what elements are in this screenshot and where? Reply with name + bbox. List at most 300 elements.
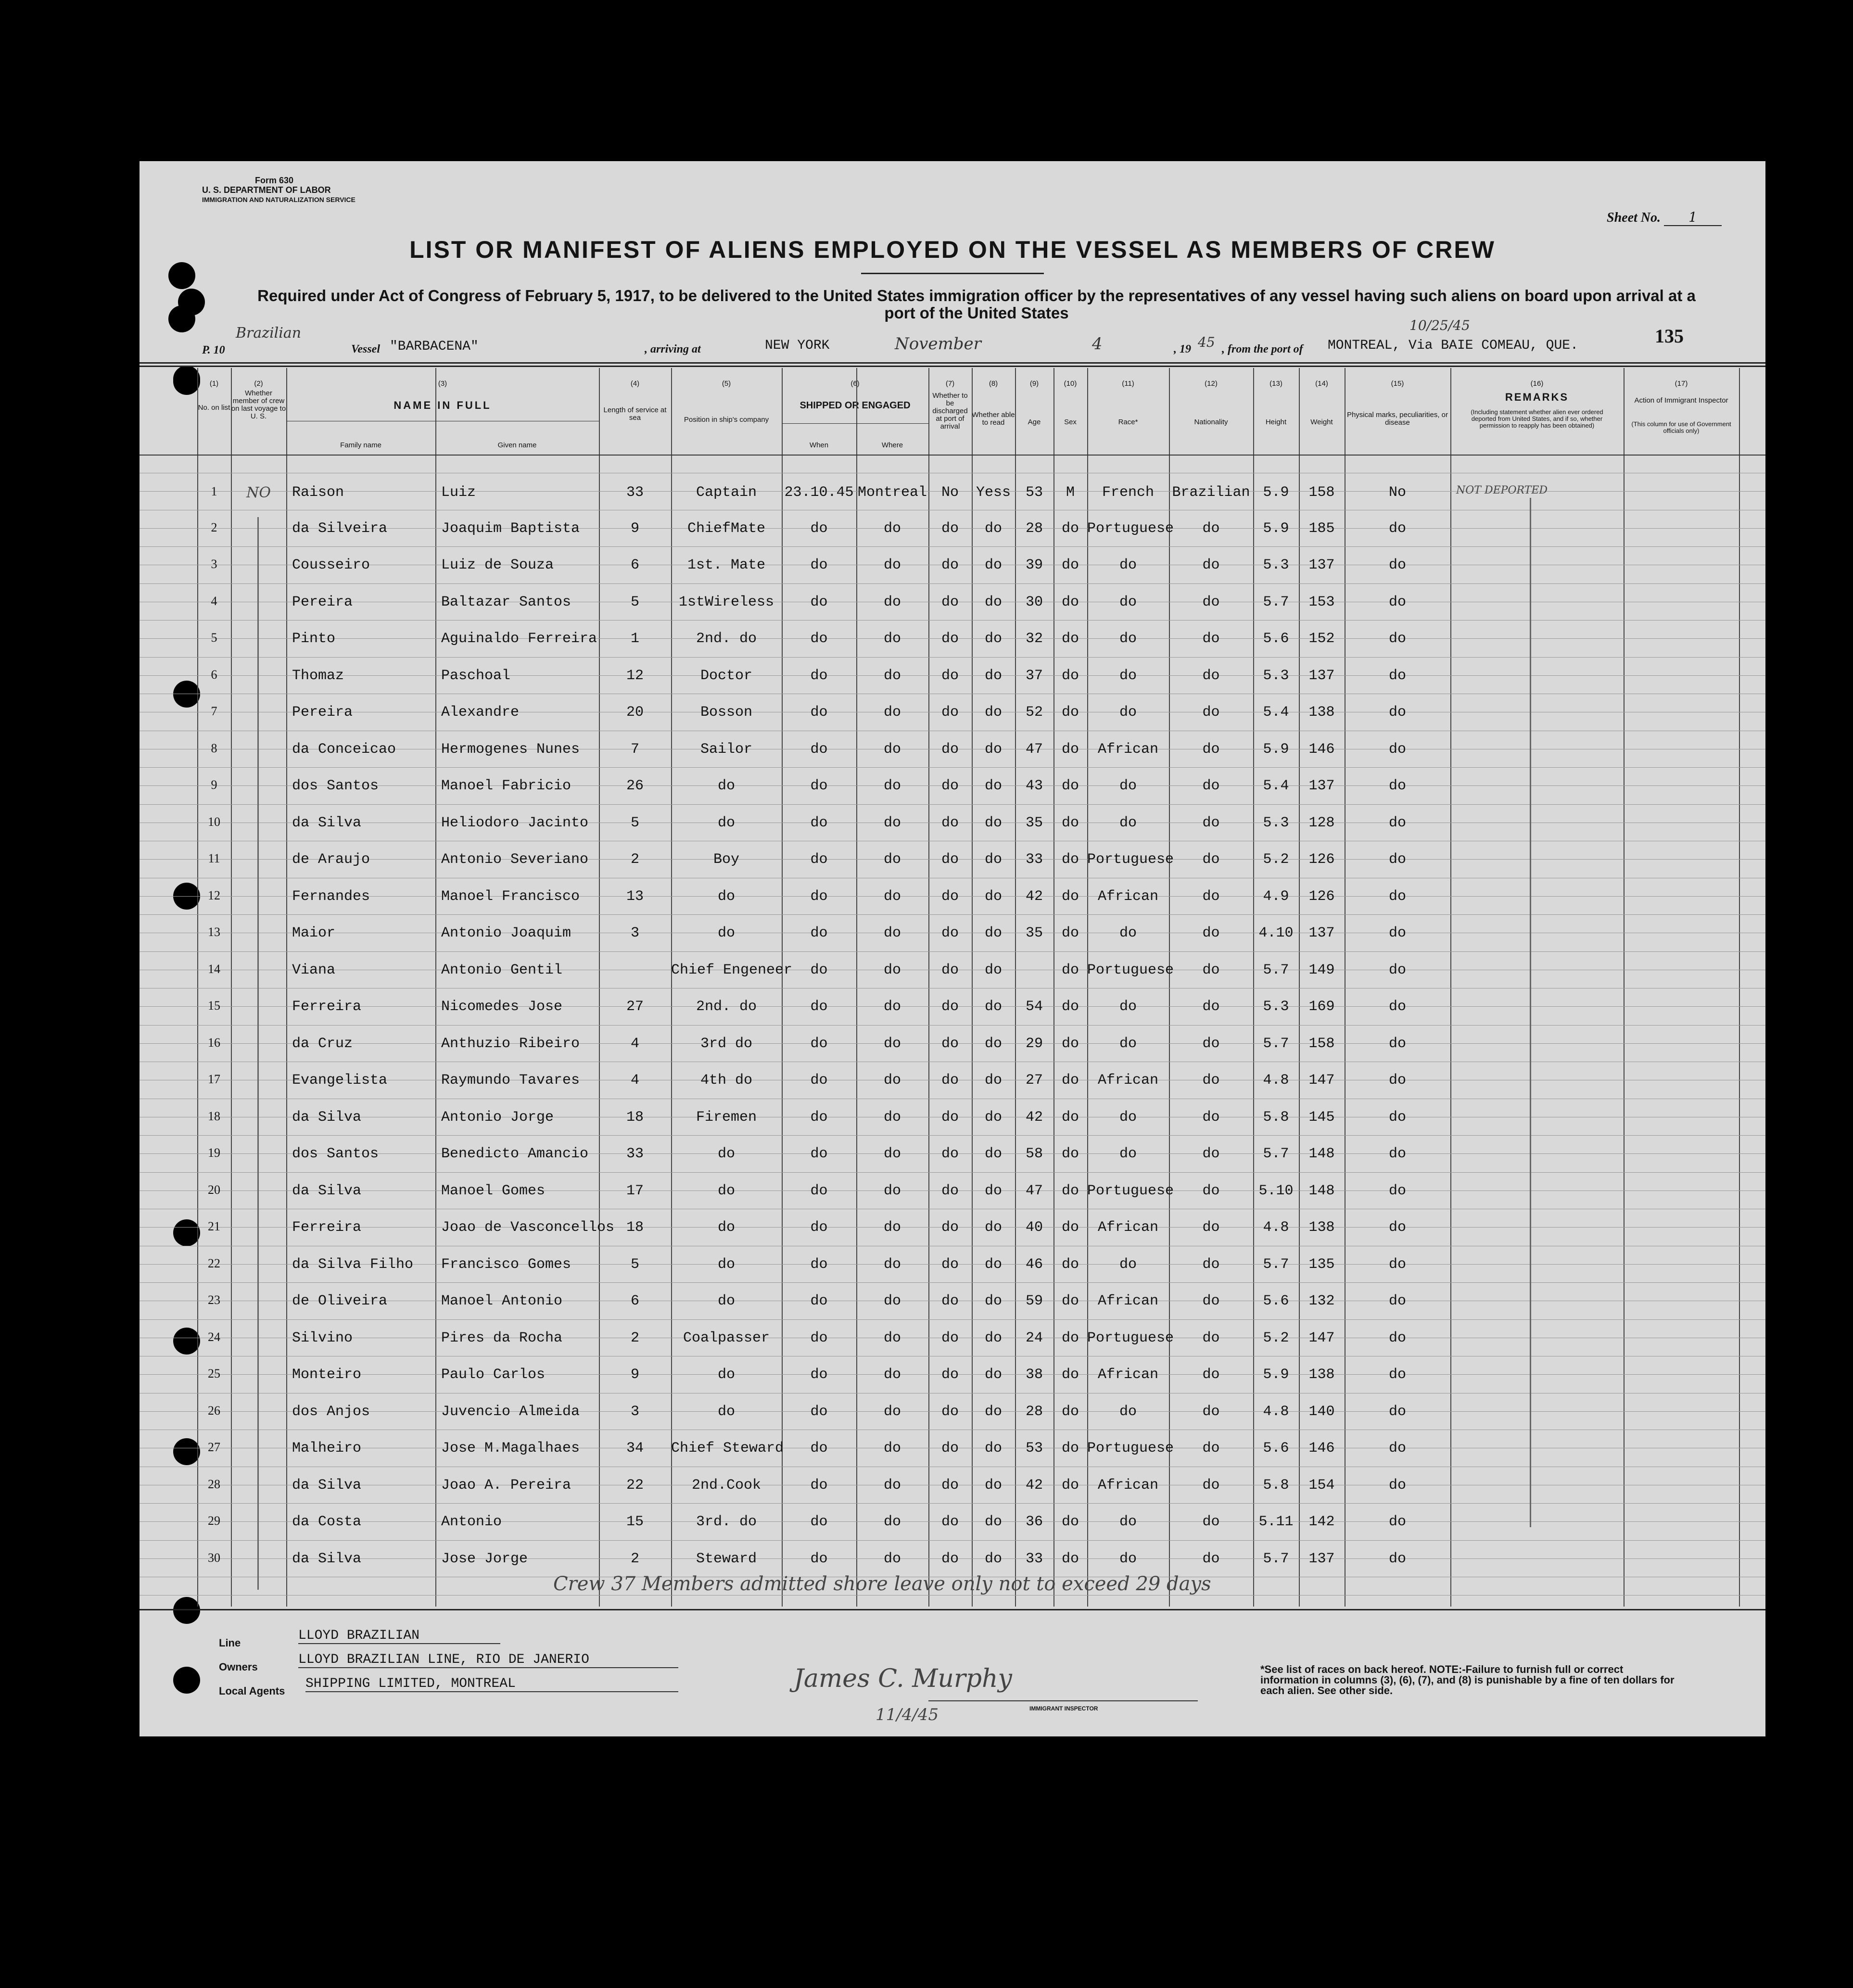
cell-read: do [984,888,1002,905]
cell-position: do [717,1219,735,1236]
cell-when: do [810,1403,828,1420]
cell-given: Manoel Francisco [441,888,580,905]
cell-when: do [810,594,828,610]
cell-where: do [883,704,901,721]
cell-weight: 132 [1308,1293,1335,1309]
cell-dis: do [941,667,959,684]
cell-race: African [1097,1367,1159,1383]
cell-weight: 148 [1308,1146,1335,1162]
cell-position: Chief Steward [671,1440,784,1456]
cell-sex: do [1061,741,1079,758]
cell-given: Luiz [441,484,476,501]
cell-race: African [1097,741,1159,758]
cell-read: do [984,1072,1002,1089]
header-when: When [809,441,829,449]
table-row [140,1036,1765,1073]
cell-family: Pereira [292,704,353,721]
cell-sex: do [1061,1367,1079,1383]
cell-height: 5.9 [1263,484,1289,501]
cell-race: Portuguese [1087,962,1174,978]
cell-weight: 158 [1308,484,1335,501]
table-row [140,668,1765,705]
cell-where: do [883,814,901,831]
cell-n: 11 [208,851,220,865]
table-row [140,815,1765,852]
cell-sex: do [1061,778,1079,794]
cell-service: 4 [630,1072,639,1089]
cell-race: do [1119,704,1137,721]
col-num-8: (8) [989,380,998,388]
agents-label: Local Agents [219,1685,285,1697]
cell-read: do [984,631,1002,647]
cell-n: 5 [211,631,217,645]
col-num-17: (17) [1675,380,1688,388]
arrival-month: November [895,334,981,354]
cell-service: 2 [630,851,639,868]
cell-phys: do [1388,1514,1406,1530]
cell-height: 4.8 [1263,1219,1289,1236]
cell-weight: 128 [1308,814,1335,831]
arrival-day: 4 [1092,334,1103,354]
cell-age: 40 [1025,1219,1043,1236]
cell-read: do [984,778,1002,794]
cell-dis: do [941,741,959,758]
cell-read: do [984,999,1002,1015]
cell-when: do [810,1330,828,1346]
cell-phys: do [1388,1293,1406,1309]
cell-where: do [883,557,901,573]
cell-position: 3rd do [700,1035,753,1052]
cell-n: 20 [208,1182,220,1197]
cell-family: da Silveira [292,520,388,537]
cell-where: do [883,1072,901,1089]
cell-height: 5.2 [1263,1330,1289,1346]
cell-when: do [810,1072,828,1089]
cell-family: de Oliveira [292,1293,388,1309]
year-prefix: , 19 [1174,343,1191,355]
cell-height: 5.4 [1263,704,1289,721]
cell-race: do [1119,557,1137,573]
cell-race: do [1119,594,1137,610]
cell-position: 4th do [700,1072,753,1089]
cell-service: 34 [626,1440,644,1456]
cell-nat: do [1202,778,1220,794]
cell-phys: do [1388,704,1406,721]
cell-where: do [883,1256,901,1273]
table-row [140,1256,1765,1293]
cell-height: 5.7 [1263,1035,1289,1052]
col-num-9: (9) [1029,380,1039,388]
cell-read: do [984,925,1002,941]
cell-when: do [810,1219,828,1236]
cell-given: Heliodoro Jacinto [441,814,589,831]
cell-family: de Araujo [292,851,370,868]
cell-position: do [717,888,735,905]
cell-nat: do [1202,557,1220,573]
cell-height: 5.11 [1258,1514,1294,1530]
col-num-10: (10) [1064,380,1077,388]
cell-family: Fernandes [292,888,370,905]
cell-position: Doctor [700,667,753,684]
cell-sex: do [1061,1440,1079,1456]
cell-height: 5.7 [1263,1256,1289,1273]
cell-given: Antonio Severiano [441,851,589,868]
cell-dis: do [941,851,959,868]
cell-phys: do [1388,999,1406,1015]
cell-where: do [883,1293,901,1309]
cell-read: do [984,851,1002,868]
cell-age: 53 [1025,1440,1043,1456]
cell-position: 1st. Mate [687,557,766,573]
col-num-2: (2) [254,380,263,388]
cell-sex: do [1061,1109,1079,1126]
cell-dis: do [941,1330,959,1346]
cell-where: do [883,1440,901,1456]
header-whether-member: Whether member of crew on last voyage to U. S. [231,389,286,420]
cell-dis: do [941,631,959,647]
cell-given: Manoel Fabricio [441,778,571,794]
cell-height: 5.4 [1263,778,1289,794]
cell-n: 2 [211,520,217,534]
cell-nat: do [1202,704,1220,721]
cell-weight: 138 [1308,1367,1335,1383]
cell-family: da Silva [292,1477,362,1494]
cell-weight: 153 [1308,594,1335,610]
cell-sex: do [1061,1035,1079,1052]
cell-read: do [984,1477,1002,1494]
department-header [202,176,355,204]
header-sex: Sex [1064,418,1077,426]
cell-given: Joao A. Pereira [441,1477,571,1494]
cell-last: NO [246,484,271,501]
cell-weight: 142 [1308,1514,1335,1530]
cell-height: 4.8 [1263,1403,1289,1420]
cell-sex: do [1061,1550,1079,1567]
cell-given: Aguinaldo Ferreira [441,631,597,647]
cell-given: Anthuzio Ribeiro [441,1035,580,1052]
cell-dis: No [941,484,959,501]
cell-read: do [984,741,1002,758]
cell-where: do [883,1219,901,1236]
table-row [140,851,1765,888]
cell-age: 28 [1025,1403,1043,1420]
cell-given: Antonio Jorge [441,1109,554,1126]
cell-when: do [810,999,828,1015]
cell-when: do [810,1367,828,1383]
punch-hole-icon [173,368,200,395]
cell-position: do [717,1293,735,1309]
cell-age: 35 [1025,925,1043,941]
table-row [140,483,1765,520]
cell-service: 5 [630,814,639,831]
cell-height: 5.6 [1263,631,1289,647]
cell-given: Paschoal [441,667,511,684]
cell-given: Nicomedes Jose [441,999,563,1015]
cell-height: 5.7 [1263,962,1289,978]
cell-phys: do [1388,851,1406,868]
cell-nat: do [1202,1440,1220,1456]
cell-phys: do [1388,557,1406,573]
shipped-subrule [782,423,928,424]
cell-position: do [717,1256,735,1273]
footer-note: *See list of races on back hereof. NOTE:-Failure to furnish full or correct information in columns (3), (6), (7), and (8) is punishable by a fine of ten dollars for each alien. See other side. [1260,1663,1675,1697]
last-voyage-ditto-line [257,517,259,1590]
cell-family: Ferreira [292,1219,362,1236]
agents-value: SHIPPING LIMITED, MONTREAL [305,1676,678,1692]
cell-read: do [984,1550,1002,1567]
inspector-label: IMMIGRANT INSPECTOR [1029,1705,1098,1712]
cell-read: do [984,520,1002,537]
cell-height: 5.10 [1258,1182,1294,1199]
cell-dis: do [941,1109,959,1126]
cell-phys: No [1388,484,1406,501]
cell-age: 39 [1025,557,1043,573]
cell-given: Jose M.Magalhaes [441,1440,580,1456]
cell-n: 30 [208,1550,220,1565]
cell-family: Maior [292,925,336,941]
cell-position: Sailor [700,741,753,758]
table-row [140,741,1765,778]
cell-sex: do [1061,1256,1079,1273]
cell-sex: do [1061,1146,1079,1162]
cell-n: 29 [208,1514,220,1528]
cell-phys: do [1388,1219,1406,1236]
cell-nat: do [1202,741,1220,758]
cell-given: Antonio Gentil [441,962,563,978]
col-num-15: (15) [1391,380,1404,388]
signature-line [928,1700,1198,1701]
cell-nat: do [1202,1072,1220,1089]
cell-where: do [883,999,901,1015]
cell-race: do [1119,925,1137,941]
cell-family: Viana [292,962,336,978]
cell-nat: do [1202,1403,1220,1420]
departure-port: MONTREAL, Via BAIE COMEAU, QUE. [1328,338,1578,353]
cell-family: da Silva Filho [292,1256,414,1273]
table-row [140,594,1765,631]
line-value: LLOYD BRAZILIAN [298,1628,500,1644]
cell-weight: 138 [1308,704,1335,721]
cell-read: do [984,1293,1002,1309]
col-num-12: (12) [1205,380,1218,388]
cell-position: 2nd.Cook [691,1477,762,1494]
cell-race: do [1119,1514,1137,1530]
cell-nat: do [1202,520,1220,537]
cell-age: 42 [1025,1109,1043,1126]
cell-race: do [1119,814,1137,831]
cell-given: Jose Jorge [441,1550,528,1567]
cell-race: do [1119,1256,1137,1273]
cell-dis: do [941,1072,959,1089]
cell-dis: do [941,1146,959,1162]
cell-sex: do [1061,557,1079,573]
cell-family: Malheiro [292,1440,362,1456]
header-given-name: Given name [497,441,537,449]
cell-when: do [810,814,828,831]
cell-where: do [883,1146,901,1162]
cell-weight: 169 [1308,999,1335,1015]
page-subtitle: Required under Act of Congress of February 5, 1917, to be delivered to the United States immigration officer by the representatives of any vessel having such aliens on board upon arrival at a port of the United States [257,287,1696,322]
cell-where: do [883,888,901,905]
col-num-11: (11) [1122,380,1134,388]
cell-weight: 152 [1308,631,1335,647]
cell-race: do [1119,1550,1137,1567]
cell-n: 13 [208,925,220,939]
cell-n: 22 [208,1256,220,1270]
cell-nat: do [1202,667,1220,684]
cell-dis: do [941,1550,959,1567]
cell-family: dos Anjos [292,1403,370,1420]
cell-age: 36 [1025,1514,1043,1530]
cell-phys: do [1388,1256,1406,1273]
cell-service: 22 [626,1477,644,1494]
cell-given: Joao de Vasconcellos [441,1219,615,1236]
cell-read: do [984,1367,1002,1383]
cell-sex: do [1061,704,1079,721]
cell-read: do [984,1330,1002,1346]
department-name: U. S. DEPARTMENT OF LABOR [202,185,331,195]
cell-dis: do [941,1182,959,1199]
col-num-1: (1) [209,380,219,388]
cell-given: Luiz de Souza [441,557,554,573]
cell-phys: do [1388,814,1406,831]
cell-family: dos Santos [292,778,379,794]
cell-nat: do [1202,1035,1220,1052]
cell-read: do [984,962,1002,978]
cell-weight: 137 [1308,1550,1335,1567]
cell-race: African [1097,1477,1159,1494]
cell-race: do [1119,1146,1137,1162]
cell-position: 2nd. do [696,999,757,1015]
signature-date: 11/4/45 [876,1705,939,1724]
manifest-sheet [140,161,1765,1736]
table-row [140,999,1765,1036]
cell-where: do [883,1330,901,1346]
cell-service: 12 [626,667,644,684]
table-row [140,1330,1765,1367]
cell-height: 4.10 [1258,925,1294,941]
cell-phys: do [1388,520,1406,537]
header-rule [140,362,1765,364]
cell-weight: 158 [1308,1035,1335,1052]
cell-where: do [883,1403,901,1420]
col-num-13: (13) [1269,380,1282,388]
cell-when: do [810,778,828,794]
cell-nat: do [1202,594,1220,610]
cell-sex: do [1061,1219,1079,1236]
handwritten-crew-note: Crew 37 Members admitted shore leave only not to exceed 29 days [553,1573,1211,1595]
cell-read: do [984,1403,1002,1420]
cell-age: 35 [1025,814,1043,831]
cell-dis: do [941,1293,959,1309]
cell-sex: do [1061,1403,1079,1420]
sheet-value: 1 [1664,209,1722,226]
cell-read: do [984,1256,1002,1273]
cell-n: 17 [208,1072,220,1086]
cell-where: do [883,631,901,647]
line-label: Line [219,1637,241,1649]
cell-race: Portuguese [1087,520,1174,537]
owners-label: Owners [219,1661,258,1673]
cell-sex: M [1066,484,1075,501]
cell-n: 19 [208,1146,220,1160]
cell-race: African [1097,1072,1159,1089]
header-rule [140,366,1765,367]
cell-phys: do [1388,741,1406,758]
header-discharged: Whether to be discharged at port of arrival [932,392,968,431]
cell-race: do [1119,999,1137,1015]
cell-age: 30 [1025,594,1043,610]
cell-age: 47 [1025,1182,1043,1199]
header-bottom-rule [140,455,1765,456]
cell-given: Baltazar Santos [441,594,571,610]
cell-height: 5.9 [1263,1367,1289,1383]
cell-nat: do [1202,631,1220,647]
cell-read: do [984,704,1002,721]
vessel-name: "BARBACENA" [390,339,479,354]
cell-race: African [1097,888,1159,905]
cell-when: do [810,1514,828,1530]
cell-when: do [810,962,828,978]
cell-weight: 126 [1308,851,1335,868]
cell-sex: do [1061,814,1079,831]
cell-n: 8 [211,741,217,755]
header-read: Whether able to read [972,411,1015,427]
header-nationality: Nationality [1194,418,1228,426]
table-row [140,962,1765,999]
cell-height: 5.7 [1263,594,1289,610]
header-position: Position in ship's company [684,416,769,424]
header-weight: Weight [1310,418,1333,426]
table-row [140,631,1765,668]
cell-position: 3rd. do [696,1514,757,1530]
cell-n: 23 [208,1293,220,1307]
cell-given: Joaquim Baptista [441,520,580,537]
cell-dis: do [941,520,959,537]
cell-race: do [1119,1403,1137,1420]
cell-position: 1stWireless [678,594,774,610]
vessel-label: Vessel [351,343,380,355]
cell-race: Portuguese [1087,1330,1174,1346]
cell-height: 5.9 [1263,520,1289,537]
cell-phys: do [1388,1403,1406,1420]
cell-nat: do [1202,1109,1220,1126]
table-row [140,1367,1765,1404]
table-row [140,1293,1765,1330]
punch-hole-icon [168,262,195,289]
cell-where: do [883,962,901,978]
cell-given: Juvencio Almeida [441,1403,580,1420]
cell-phys: do [1388,631,1406,647]
cell-dis: do [941,704,959,721]
cell-nat: Brazilian [1172,484,1250,501]
cell-dis: do [941,925,959,941]
cell-given: Alexandre [441,704,520,721]
cell-dis: do [941,557,959,573]
cell-given: Hermogenes Nunes [441,741,580,758]
cell-weight: 126 [1308,888,1335,905]
cell-n: 10 [208,814,220,829]
cell-weight: 137 [1308,557,1335,573]
punch-hole-icon [173,1667,200,1694]
cell-dis: do [941,888,959,905]
cell-n: 21 [208,1219,220,1233]
cell-where: do [883,1109,901,1126]
cell-height: 5.7 [1263,1550,1289,1567]
punch-hole-icon [168,305,195,332]
cell-weight: 154 [1308,1477,1335,1494]
cell-service: 20 [626,704,644,721]
